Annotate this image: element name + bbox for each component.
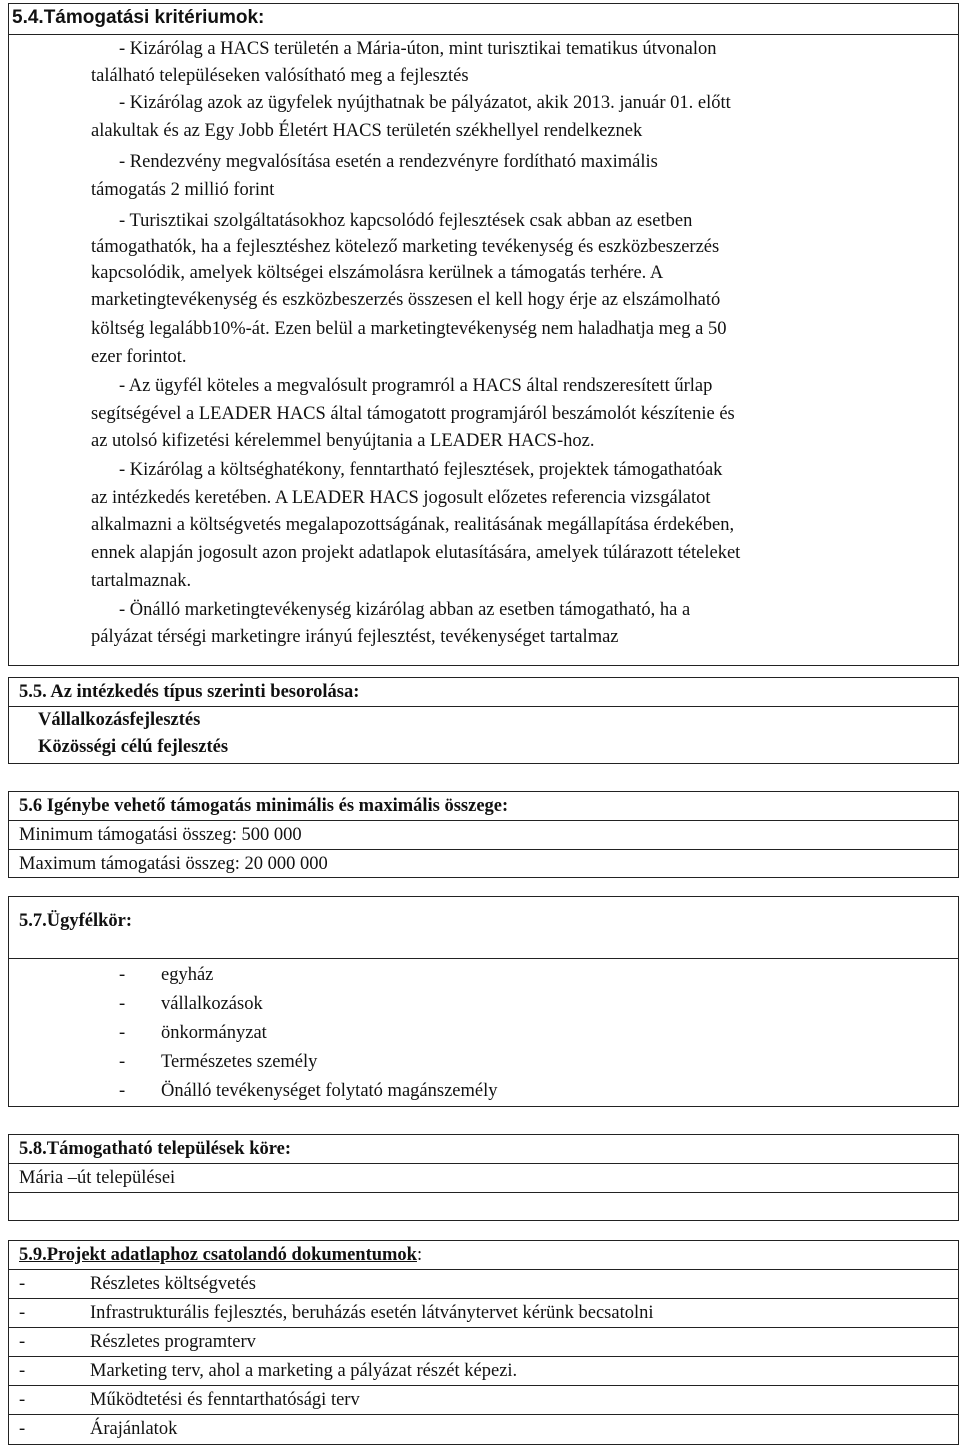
document-row (9, 1415, 958, 1444)
section-5-4-title: 5.4.Támogatási kritériumok: (12, 7, 265, 28)
section-5-8-value-cell (9, 1164, 958, 1193)
criteria-line: ennek alapján jogosult azon projekt adatlapok elutasítására, amelyek túlárazott tételeket (91, 543, 741, 563)
section-5-8-header-cell (9, 1135, 958, 1164)
client-dash: - (119, 1052, 126, 1072)
section-5-7-body-cell (9, 959, 958, 1106)
criteria-line: költség legalább10%-át. Ezen belül a marketingtevékenység nem haladhatja meg a 50 (91, 319, 727, 339)
document-item: Részletes programterv (90, 1332, 256, 1352)
client-item: egyház (161, 965, 214, 985)
client-dash: - (119, 965, 126, 985)
section-5-9-header-cell (9, 1241, 958, 1270)
section-5-8-empty-cell (9, 1193, 958, 1220)
client-item: vállalkozások (161, 994, 263, 1014)
section-5-7 (8, 896, 959, 1107)
classification-item: Vállalkozásfejlesztés (38, 710, 201, 730)
section-5-8-title: 5.8.Támogatható települések köre: (19, 1139, 291, 1159)
criteria-line: támogatás 2 millió forint (91, 180, 275, 200)
criteria-line: az intézkedés keretében. A LEADER HACS jogosult előzetes referencia vizsgálatot (91, 488, 711, 508)
criteria-line: található településeken valósítható meg a fejlesztés (91, 66, 469, 86)
client-dash: - (119, 1023, 126, 1043)
criteria-line: ezer forintot. (91, 347, 187, 367)
section-5-6-title: 5.6 Igénybe vehető támogatás minimális és maximális összege: (19, 796, 509, 816)
section-5-6 (8, 791, 959, 878)
client-item: Természetes személy (161, 1052, 318, 1072)
document-dash: - (19, 1361, 26, 1381)
section-5-5-title: 5.5. Az intézkedés típus szerinti besorolása: (19, 682, 360, 702)
criteria-line: - Turisztikai szolgáltatásokhoz kapcsolódó fejlesztések csak abban az esetben (119, 211, 693, 231)
document-dash: - (19, 1390, 26, 1410)
criteria-line: kapcsolódik, amelyek költségei elszámolásra kerülnek a támogatás terhére. A (91, 263, 664, 283)
criteria-line: - Önálló marketingtevékenység kizárólag abban az esetben támogatható, ha a (119, 600, 691, 620)
document-row (9, 1328, 958, 1357)
document-item: Infrastrukturális fejlesztés, beruházás esetén látványtervet kérünk becsatolni (90, 1303, 654, 1323)
document-row (9, 1386, 958, 1415)
criteria-line: pályázat térségi marketingre irányú fejlesztést, tevékenységet tartalmaz (91, 627, 619, 647)
client-dash: - (119, 994, 126, 1014)
section-5-4-body-cell (9, 35, 958, 665)
section-5-4 (8, 3, 959, 666)
minimum-amount: Minimum támogatási összeg: 500 000 (19, 825, 302, 845)
document-row (9, 1357, 958, 1386)
section-5-5-body-cell (9, 707, 958, 763)
section-5-5 (8, 677, 959, 764)
document-dash: - (19, 1303, 26, 1323)
document-item: Működtetési és fenntarthatósági terv (90, 1390, 360, 1410)
document-dash: - (19, 1332, 26, 1352)
document-item: Részletes költségvetés (90, 1274, 256, 1294)
section-5-5-header-cell (9, 678, 958, 707)
document-item: Árajánlatok (90, 1419, 178, 1439)
criteria-line: alkalmazni a költségvetés megalapozottságának, realitásának megállapítása érdekében, (91, 515, 735, 535)
section-5-9 (8, 1240, 959, 1445)
criteria-line: az utolsó kifizetési kérelemmel benyújtania a LEADER HACS-hoz. (91, 431, 595, 451)
section-5-8 (8, 1134, 959, 1221)
criteria-line: tartalmaznak. (91, 571, 192, 591)
client-item: önkormányzat (161, 1023, 267, 1043)
document-dash: - (19, 1419, 26, 1439)
criteria-line: támogathatók, ha a fejlesztéshez kötelező marketing tevékenység és eszközbeszerzés (91, 237, 720, 257)
criteria-line: alakultak és az Egy Jobb Életért HACS területén székhellyel rendelkeznek (91, 121, 643, 141)
section-5-7-title: 5.7.Ügyfélkör: (19, 911, 133, 931)
eligible-settlements: Mária –út települései (19, 1168, 176, 1188)
maximum-amount: Maximum támogatási összeg: 20 000 000 (19, 854, 328, 874)
section-5-6-min-cell (9, 821, 958, 850)
section-5-7-header-cell (9, 897, 958, 959)
document-row (9, 1270, 958, 1299)
criteria-line: - Rendezvény megvalósítása esetén a rendezvényre fordítható maximális (119, 152, 658, 172)
criteria-line: marketingtevékenység és eszközbeszerzés összesen el kell hogy érje az elszámolható (91, 290, 721, 310)
criteria-line: - Kizárólag a költséghatékony, fenntartható fejlesztések, projektek támogathatóak (119, 460, 723, 480)
document-item: Marketing terv, ahol a marketing a pályázat részét képezi. (90, 1361, 518, 1381)
section-5-4-header-cell (9, 4, 958, 35)
criteria-line: - Kizárólag azok az ügyfelek nyújthatnak be pályázatot, akik 2013. január 01. előtt (119, 93, 731, 113)
section-5-9-title: 5.9.Projekt adatlaphoz csatolandó dokumentumok (19, 1245, 417, 1265)
section-5-6-max-cell (9, 850, 958, 877)
client-item: Önálló tevékenységet folytató magánszemély (161, 1081, 498, 1101)
classification-item: Közösségi célú fejlesztés (38, 737, 229, 757)
section-5-9-title-wrap (19, 1246, 422, 1265)
criteria-line: - Az ügyfél köteles a megvalósult programról a HACS által rendszeresített űrlap (119, 376, 713, 396)
section-5-6-header-cell (9, 792, 958, 821)
section-5-9-colon: : (416, 1245, 423, 1265)
criteria-line: - Kizárólag a HACS területén a Mária-úton, mint turisztikai tematikus útvonalon (119, 39, 717, 59)
document-row (9, 1299, 958, 1328)
criteria-line: segítségével a LEADER HACS által támogatott programjáról beszámolót készítenie és (91, 404, 735, 424)
document-dash: - (19, 1274, 26, 1294)
client-dash: - (119, 1081, 126, 1101)
